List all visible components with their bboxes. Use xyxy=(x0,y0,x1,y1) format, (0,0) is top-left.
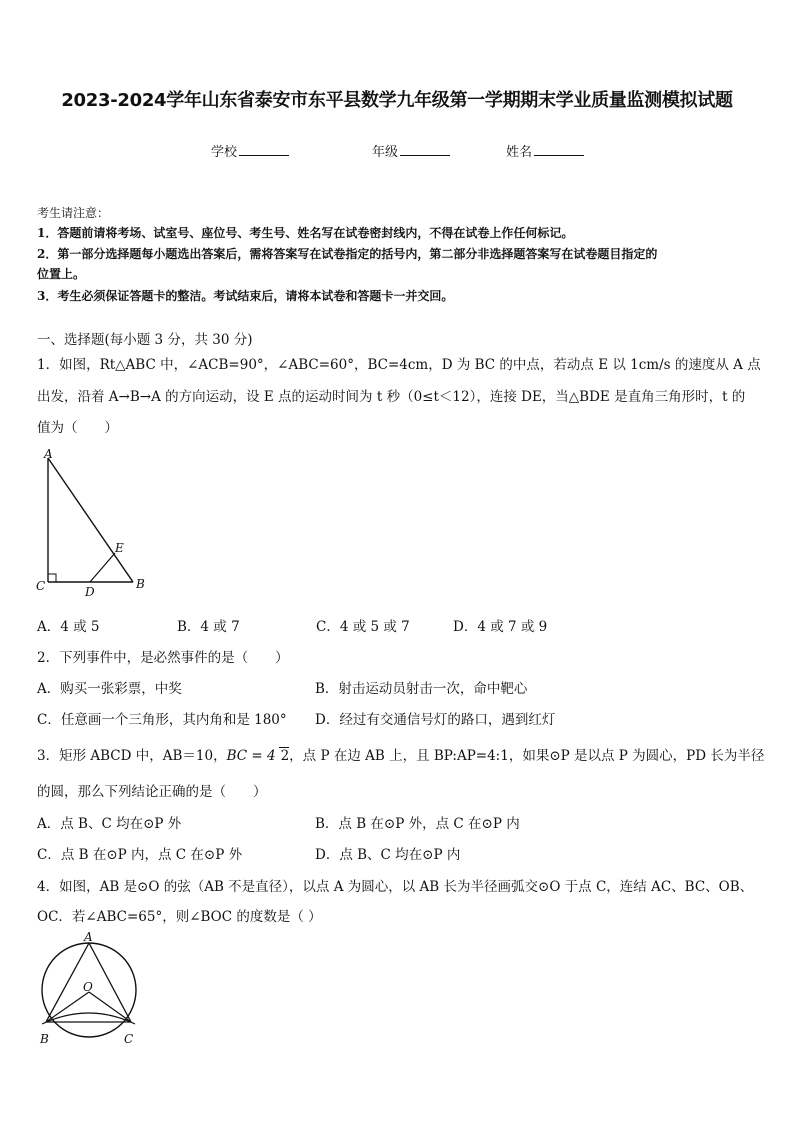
q3-line2: 的圆，那么下列结论正确的是（ ） xyxy=(37,784,267,800)
q1-option-d: D．4 或 7 或 9 xyxy=(453,619,548,635)
q1-option-b: B．4 或 7 xyxy=(177,619,240,635)
notice-item-2-cont: 位置上。 xyxy=(37,267,86,281)
q1-triangle-figure xyxy=(32,444,157,596)
q1-line2: 出发，沿着 A→B→A 的方向运动，设 E 点的运动时间为 t 秒（0≤t＜12），连接 DE，当△BDE 是直角三角形时，t 的 xyxy=(37,389,746,405)
notice-item-2: 2．第一部分选择题每小题选出答案后，需将答案写在试卷指定的括号内，第二部分非选择题答案写在试卷题目指定的 xyxy=(37,247,658,261)
q3-option-b: B．点 B 在⊙P 外，点 C 在⊙P 内 xyxy=(315,816,520,832)
q2-option-c: C．任意画一个三角形，其内角和是 180° xyxy=(37,712,287,728)
q1-line1: 1．如图，Rt△ABC 中，∠ACB=90°，∠ABC=60°，BC=4cm，D 为 BC 的中点，若动点 E 以 1cm/s 的速度从 A 点 xyxy=(37,357,761,373)
page-title: 2023-2024学年山东省泰安市东平县数学九年级第一学期期末学业质量监测模拟试题 xyxy=(61,90,733,111)
notice-item-3: 3．考生必须保证答题卡的整洁。考试结束后，请将本试卷和答题卡一并交回。 xyxy=(37,289,454,303)
section-heading: 一、选择题(每小题 3 分，共 30 分) xyxy=(37,332,253,348)
q1-option-c: C．4 或 5 或 7 xyxy=(316,619,410,635)
q4-label-c: C xyxy=(124,1032,134,1046)
q4-line2: OC．若∠ABC=65°，则∠BOC 的度数是（ ） xyxy=(37,909,322,925)
q1-label-b: B xyxy=(136,577,145,591)
grade-blank xyxy=(400,143,450,156)
grade-label: 年级 xyxy=(372,145,399,160)
name-blank xyxy=(534,143,584,156)
name-label: 姓名 xyxy=(506,145,533,160)
school-label: 学校 xyxy=(211,145,238,160)
q3-line1-start: 3．矩形 ABCD 中，AB＝10， xyxy=(37,748,227,764)
q3-option-a: A．点 B、C 均在⊙P 外 xyxy=(37,816,182,832)
notice-item-1: 1．答题前请将考场、试室号、座位号、考生号、姓名写在试卷密封线内，不得在试卷上作任何标记。 xyxy=(37,226,574,240)
q3-sqrt-radicand: 2 xyxy=(280,748,290,764)
q1-label-c: C xyxy=(36,579,46,593)
school-blank xyxy=(239,143,289,156)
q4-label-a: A xyxy=(84,930,93,944)
grade-field xyxy=(372,141,450,160)
school-field xyxy=(211,141,289,160)
q2-option-d: D．经过有交通信号灯的路口，遇到红灯 xyxy=(315,712,556,728)
q4-label-b: B xyxy=(40,1032,49,1046)
q1-label-d: D xyxy=(85,585,95,596)
q3-line1 xyxy=(37,744,764,764)
q4-circle-figure xyxy=(32,930,147,1050)
q3-option-d: D．点 B、C 均在⊙P 内 xyxy=(315,847,461,863)
q1-line3: 值为（ ） xyxy=(37,420,118,436)
name-field xyxy=(506,141,584,160)
q3-option-c: C．点 B 在⊙P 内，点 C 在⊙P 外 xyxy=(37,847,243,863)
notice-heading: 考生请注意： xyxy=(37,206,110,220)
q2-line1: 2．下列事件中，是必然事件的是（ ） xyxy=(37,650,289,666)
q4-label-o: O xyxy=(83,980,93,994)
q1-label-e: E xyxy=(115,541,124,555)
q2-option-b: B．射击运动员射击一次，命中靶心 xyxy=(315,681,528,697)
q2-option-a: A．购买一张彩票，中奖 xyxy=(37,681,182,697)
q3-bc-expr: BC = 4 xyxy=(226,748,276,764)
q3-line1-end: ，点 P 在边 AB 上，且 BP:AP=4:1，如果⊙P 是以点 P 为圆心，PD 长为半径 xyxy=(289,748,765,764)
q1-label-a: A xyxy=(44,447,53,461)
q4-line1: 4．如图，AB 是⊙O 的弦（AB 不是直径），以点 A 为圆心，以 AB 长为半径画弧交⊙O 于点 C，连结 AC、BC、OB、 xyxy=(37,879,754,895)
q1-option-a: A．4 或 5 xyxy=(37,619,100,635)
